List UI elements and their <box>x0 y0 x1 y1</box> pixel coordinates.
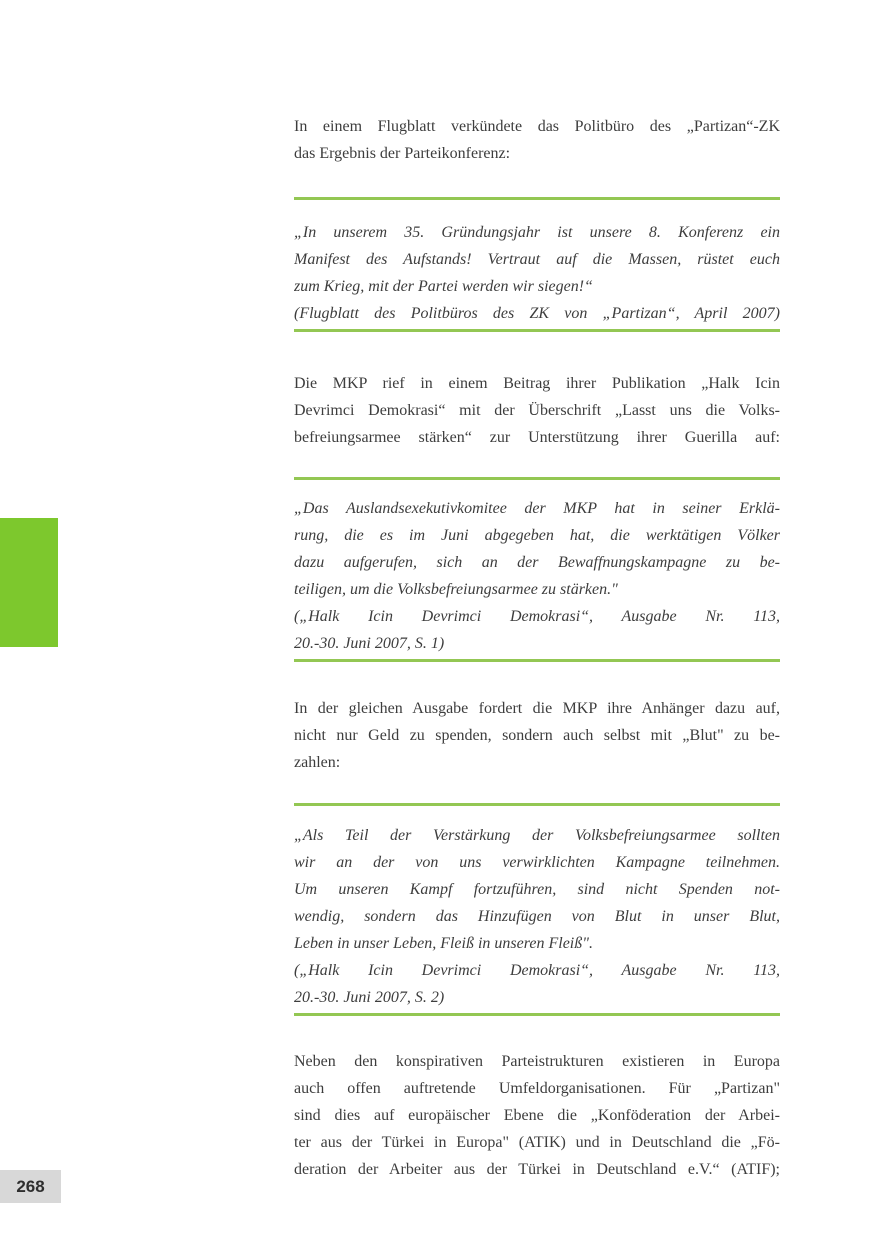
quote-source-line: (Flugblatt des Politbüros des ZK von „Partizan“, April 2007) <box>294 305 780 322</box>
content-column <box>294 113 780 1183</box>
paragraph <box>294 370 780 451</box>
divider <box>294 803 780 806</box>
text-line: ter aus der Türkei in Europa" (ATIK) und in Deutschland die „Fö- <box>294 1134 780 1151</box>
text-line: Devrimci Demokrasi“ mit der Überschrift „Lasst uns die Volks- <box>294 402 780 419</box>
paragraph <box>294 695 780 776</box>
text-line: In einem Flugblatt verkündete das Politbüro des „Partizan“-ZK <box>294 118 780 135</box>
divider <box>294 659 780 662</box>
text-line: teiligen, um die Volksbefreiungsarmee zu stärken." <box>294 581 618 598</box>
text-line: sind dies auf europäischer Ebene die „Konföderation der Arbei- <box>294 1107 780 1124</box>
text-line: Leben in unser Leben, Fleiß in unseren Fleiß". <box>294 935 593 952</box>
text-line: Neben den konspirativen Parteistrukturen existieren in Europa <box>294 1053 780 1070</box>
quote-source-line: („Halk Icin Devrimci Demokrasi“, Ausgabe Nr. 113, <box>294 962 780 979</box>
paragraph <box>294 113 780 167</box>
text-line: befreiungsarmee stärken“ zur Unterstützung ihrer Guerilla auf: <box>294 429 780 446</box>
text-line: Manifest des Aufstands! Vertraut auf die Massen, rüstet euch <box>294 251 780 268</box>
quote-block <box>294 219 780 327</box>
text-line: zum Krieg, mit der Partei werden wir siegen!“ <box>294 278 593 295</box>
text-line: auch offen auftretende Umfeldorganisationen. Für „Partizan" <box>294 1080 780 1097</box>
divider <box>294 1013 780 1016</box>
quote-source-line: („Halk Icin Devrimci Demokrasi“, Ausgabe Nr. 113, <box>294 608 780 625</box>
quote-source-line: 20.-30. Juni 2007, S. 2) <box>294 989 445 1006</box>
text-line: das Ergebnis der Parteikonferenz: <box>294 145 511 162</box>
text-line: rung, die es im Juni abgegeben hat, die werktätigen Völker <box>294 527 780 544</box>
text-line: „Als Teil der Verstärkung der Volksbefreiungsarmee sollten <box>294 827 780 844</box>
text-line: In der gleichen Ausgabe fordert die MKP ihre Anhänger dazu auf, <box>294 700 780 717</box>
divider <box>294 477 780 480</box>
text-line: dazu aufgerufen, sich an der Bewaffnungskampagne zu be- <box>294 554 780 571</box>
quote-block <box>294 822 780 1011</box>
text-line: Die MKP rief in einem Beitrag ihrer Publikation „Halk Icin <box>294 375 780 392</box>
text-line: deration der Arbeiter aus der Türkei in Deutschland e.V.“ (ATIF); <box>294 1161 780 1178</box>
paragraph <box>294 1048 780 1183</box>
divider <box>294 197 780 200</box>
text-line: nicht nur Geld zu spenden, sondern auch selbst mit „Blut" zu be- <box>294 727 780 744</box>
page-number: 268 <box>0 1170 61 1203</box>
chapter-tab-marker <box>0 518 58 647</box>
quote-source-line: 20.-30. Juni 2007, S. 1) <box>294 635 445 652</box>
text-line: „Das Auslandsexekutivkomitee der MKP hat in seiner Erklä- <box>294 500 780 517</box>
text-line: zahlen: <box>294 754 341 771</box>
text-line: wendig, sondern das Hinzufügen von Blut in unser Blut, <box>294 908 780 925</box>
text-line: Um unseren Kampf fortzuführen, sind nicht Spenden not- <box>294 881 780 898</box>
divider <box>294 329 780 332</box>
text-line: „In unserem 35. Gründungsjahr ist unsere 8. Konferenz ein <box>294 224 780 241</box>
text-line: wir an der von uns verwirklichten Kampagne teilnehmen. <box>294 854 780 871</box>
quote-block <box>294 495 780 657</box>
